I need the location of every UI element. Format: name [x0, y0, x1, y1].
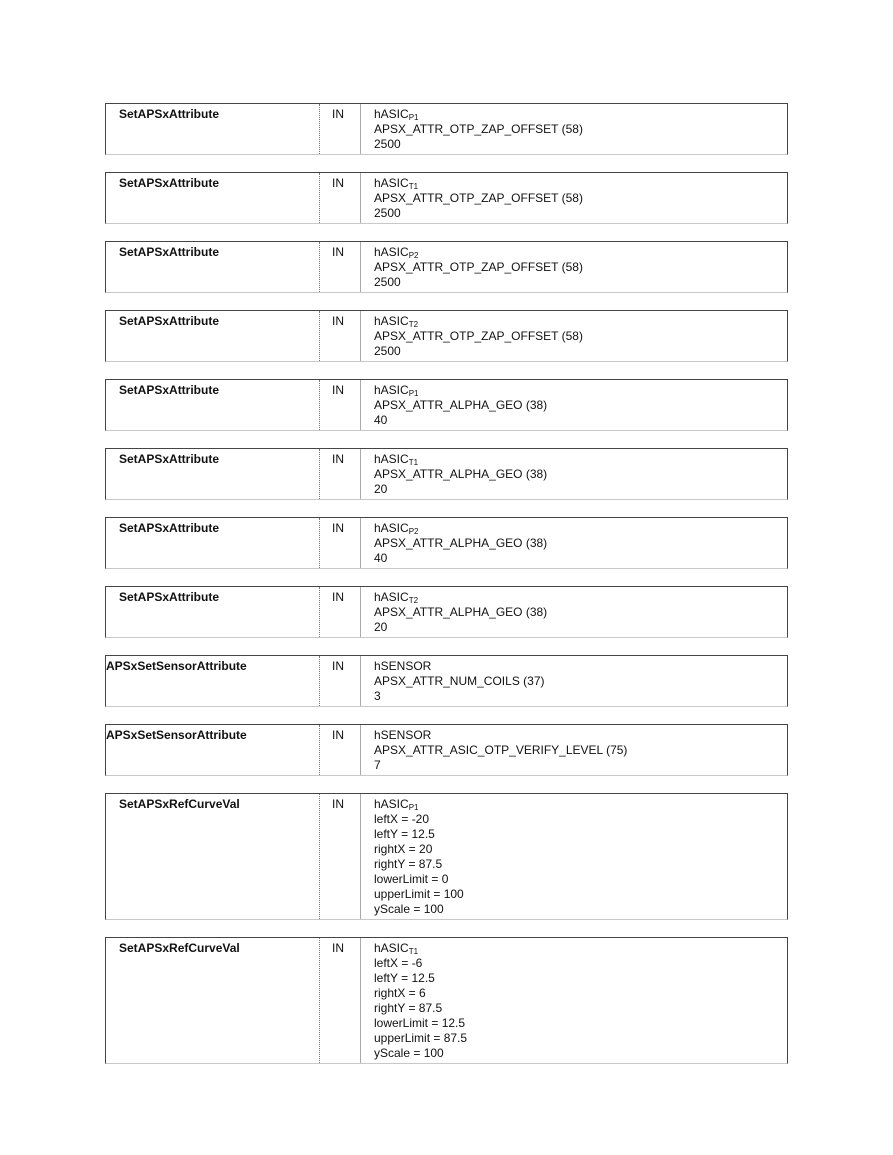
document-page [105, 103, 788, 1081]
parameters [361, 311, 787, 361]
direction: IN [320, 656, 361, 706]
param-line: rightX = 20 [374, 842, 433, 856]
handle-param: hASIC$_{T1}$ [374, 176, 419, 191]
param-line: 2500 [374, 137, 401, 151]
call-block [105, 724, 788, 776]
param-line: APSX_ATTR_ALPHA_GEO (38) [374, 605, 548, 619]
param-line: yScale = 100 [374, 1046, 444, 1060]
handle-param: hASIC$_{P2}$ [374, 245, 419, 260]
param-line: 2500 [374, 275, 401, 289]
parameters [361, 173, 787, 223]
param-line: leftY = 12.5 [374, 971, 435, 985]
call-block [105, 448, 788, 500]
direction: IN [320, 518, 361, 568]
parameters [361, 449, 787, 499]
function-name: SetAPSxAttribute [106, 380, 320, 430]
function-name: SetAPSxRefCurveVal [106, 794, 320, 919]
parameters [361, 242, 787, 292]
parameters [361, 104, 787, 154]
direction: IN [320, 104, 361, 154]
call-block [105, 655, 788, 707]
param-line: 40 [374, 413, 388, 427]
direction: IN [320, 380, 361, 430]
call-block [105, 937, 788, 1064]
param-line: 20 [374, 482, 388, 496]
function-name: SetAPSxRefCurveVal [106, 938, 320, 1063]
param-line: upperLimit = 87.5 [374, 1031, 468, 1045]
param-line: rightY = 87.5 [374, 857, 443, 871]
param-line: rightY = 87.5 [374, 1001, 443, 1015]
handle-param: hASIC$_{P1}$ [374, 383, 419, 398]
parameters [361, 587, 787, 637]
param-line: APSX_ATTR_ALPHA_GEO (38) [374, 398, 548, 412]
call-block [105, 379, 788, 431]
call-block [105, 172, 788, 224]
param-line: 2500 [374, 344, 401, 358]
function-name: APSxSetSensorAttribute [106, 656, 320, 706]
parameters [361, 938, 787, 1063]
param-line: leftY = 12.5 [374, 827, 435, 841]
direction: IN [320, 242, 361, 292]
call-block [105, 310, 788, 362]
call-block [105, 517, 788, 569]
handle-param: hASIC$_{T1}$ [374, 941, 419, 956]
function-name: SetAPSxAttribute [106, 449, 320, 499]
param-line: 7 [374, 758, 381, 772]
direction: IN [320, 449, 361, 499]
function-name: SetAPSxAttribute [106, 311, 320, 361]
call-block [105, 103, 788, 155]
handle-param: hASIC$_{T2}$ [374, 314, 419, 329]
parameters [361, 725, 787, 775]
direction: IN [320, 794, 361, 919]
param-line: APSX_ATTR_OTP_ZAP_OFFSET (58) [374, 122, 583, 136]
handle-param: hSENSOR [374, 728, 432, 742]
function-name: SetAPSxAttribute [106, 242, 320, 292]
call-block [105, 241, 788, 293]
direction: IN [320, 725, 361, 775]
handle-param: hASIC$_{T1}$ [374, 452, 419, 467]
param-line: upperLimit = 100 [374, 887, 464, 901]
param-line: leftX = -20 [374, 812, 430, 826]
param-line: lowerLimit = 12.5 [374, 1016, 466, 1030]
param-line: APSX_ATTR_NUM_COILS (37) [374, 674, 545, 688]
param-line: 40 [374, 551, 388, 565]
direction: IN [320, 587, 361, 637]
param-line: APSX_ATTR_OTP_ZAP_OFFSET (58) [374, 260, 583, 274]
parameters [361, 380, 787, 430]
handle-param: hASIC$_{T2}$ [374, 590, 419, 605]
handle-param: hASIC$_{P2}$ [374, 521, 419, 536]
param-line: 3 [374, 689, 381, 703]
parameters [361, 794, 787, 919]
param-line: leftX = -6 [374, 956, 423, 970]
param-line: lowerLimit = 0 [374, 872, 449, 886]
call-block [105, 586, 788, 638]
handle-param: hASIC$_{P1}$ [374, 797, 419, 812]
direction: IN [320, 311, 361, 361]
param-line: yScale = 100 [374, 902, 444, 916]
direction: IN [320, 173, 361, 223]
direction: IN [320, 938, 361, 1063]
param-line: APSX_ATTR_ALPHA_GEO (38) [374, 536, 548, 550]
param-line: rightX = 6 [374, 986, 426, 1000]
parameters [361, 518, 787, 568]
handle-param: hSENSOR [374, 659, 432, 673]
param-line: APSX_ATTR_OTP_ZAP_OFFSET (58) [374, 329, 583, 343]
parameters [361, 656, 787, 706]
function-name: SetAPSxAttribute [106, 104, 320, 154]
param-line: 20 [374, 620, 388, 634]
function-name: SetAPSxAttribute [106, 587, 320, 637]
function-name: APSxSetSensorAttribute [106, 725, 320, 775]
param-line: APSX_ATTR_OTP_ZAP_OFFSET (58) [374, 191, 583, 205]
param-line: APSX_ATTR_ALPHA_GEO (38) [374, 467, 548, 481]
param-line: APSX_ATTR_ASIC_OTP_VERIFY_LEVEL (75) [374, 743, 628, 757]
function-name: SetAPSxAttribute [106, 518, 320, 568]
call-block [105, 793, 788, 920]
handle-param: hASIC$_{P1}$ [374, 107, 419, 122]
function-name: SetAPSxAttribute [106, 173, 320, 223]
param-line: 2500 [374, 206, 401, 220]
